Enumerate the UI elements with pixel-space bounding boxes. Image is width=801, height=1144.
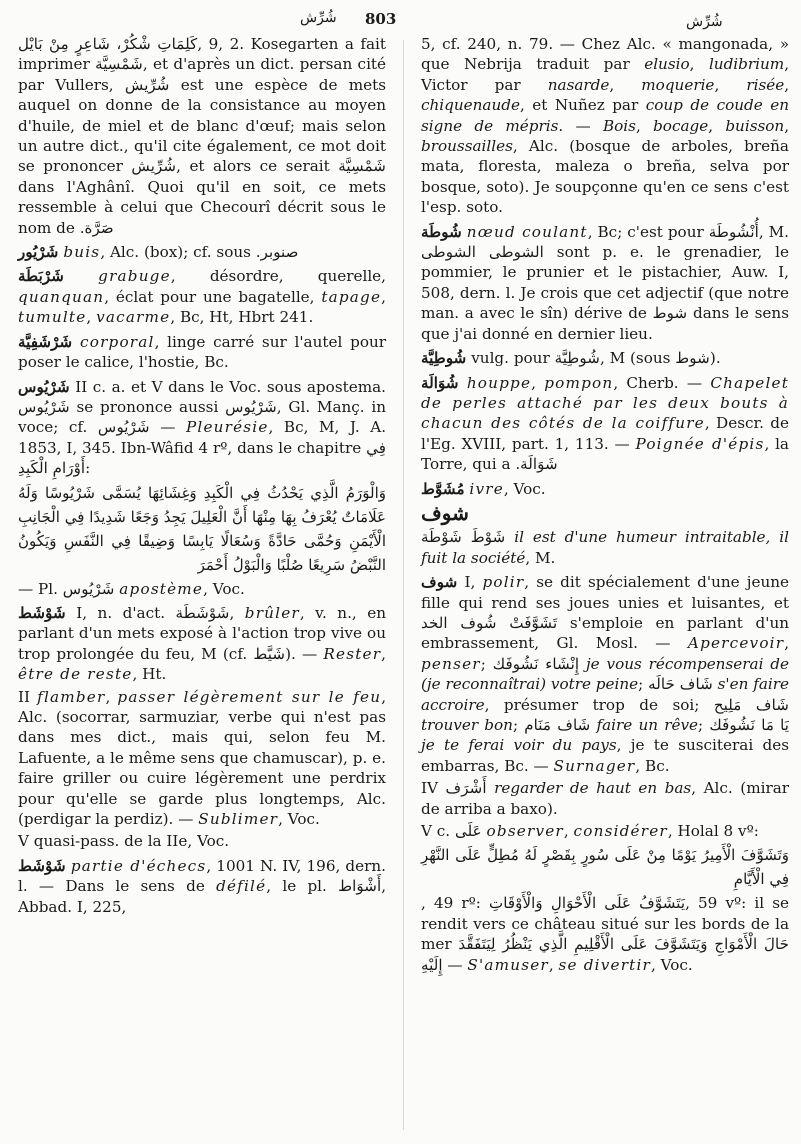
entry-apostema: شَرْيُوس II c. a. et V dans le Voc. sous apostema. شَرْيُوس se prononce aussi شَرْيُوس, Gl. Manç. in voce; cf. شَرْيُوس — Pleurésie, Bc, M, J. A. 1853, I, 345. Ibn-Wâfid 4 rº, dans le chapitre فِي أَوْرَامِ الْكَبِدِ: [18, 377, 387, 478]
entry-corporal: شَرْشَفِيَّة corporal, linge carré sur l'autel pour poser le calice, l'hostie, Bc. [18, 332, 387, 372]
entry-vulg: شُوطِيَّة vulg. pour شُوطِيَّة, M (sous شوط). [421, 349, 721, 368]
entry-quasi-pass: V quasi-pass. de la IIe, Voc. [18, 832, 230, 851]
left-column [18, 34, 386, 919]
headword: شَرْشَفِيَّة [18, 332, 73, 351]
entry-ivre: مُشَوَّط ivre, Voc. [421, 479, 546, 498]
running-head-left: شُرِّش [300, 10, 337, 26]
entry-houppe: شُوَالَة houppe, pompon, Cherb. — Chapelet de perles attaché par les deux bouts à chacun des côtés de la coiffure, Descr. de l'Eg. XVIII, part. 1, 113. — Poignée d'épis, la Torre, qui a شَوَالَة. [421, 373, 790, 474]
root-heading [421, 500, 789, 525]
headword: مُشَوَّط [421, 479, 465, 498]
entry-noeud-coulant: شُوطَة nœud coulant, Bc; c'est pour أُنْشُوطَة, M. الشوطى الشوطى sont p. e. le grenadier, le pommier, le prunier et le pistachier, Auw. I, 508, dern. l. Je crois que cet adjectif (que notre man. a avec le sîn) dérive de شوط dans le sens que j'ai donné en dernier lieu. [421, 222, 789, 343]
entry-grabuge: شَرْبَطَة grabuge, désordre, querelle, quanquan, éclat pour une bagatelle, tapage, tumulte, vacarme, Bc, Ht, Hbrt 241. [18, 267, 386, 327]
entry-regarder: IV أَشْرَف regarder de haut en bas, Alc. (mirar de arriba a baxo). [421, 779, 790, 818]
headword: شَرْبَطَة [18, 267, 64, 286]
root-headword: شوف [421, 500, 469, 525]
arabic-quotation: وَالْوَرَمُ الَّذِي يَحْدُثُ فِي الْكَبِدِ وَغِشَائِهَا يُسَمَّى شَرْيُوسًا وَلَهُ عَلَامَاتٌ يُعْرَفُ بِهَا مِنْهَا أَنَّ الْعَلِيلَ يَجِدُ وَجَعًا شَدِيدًا فِي الْجَانِبِ الْأَيْمَنِ وَحُمَّى حَادَّةً وَسُعَالًا يَابِسًا وَضِيقًا فِي النَّفَسِ وَيَكُونُ النَّبْضُ سَرِيعًا صُلْبًا وَالْبَوْلُ أَحْمَرَ [18, 483, 386, 574]
arabic-quotation: وَتَشَوَّفَ الْأَمِيرُ يَوْمًا مِنْ عَلَى سُورٍ بِقَصْرٍ لَهُ مُطِلٍّ عَلَى النَّهْرِ فِي الْأَيَّامِ [421, 846, 789, 889]
headword: شَرْيُوس [18, 377, 70, 396]
headword: شَرْيُور [18, 243, 59, 262]
entry-polir: شوف I, polir, se dit spécialement d'une jeune fille qui rend ses joues unies et luisantes, et شُوف الخد تَشَوَّفَتْ s'emploie en parlant d'un embrassement, Gl. Mosl. — Apercevoir, penser; إِنْشَاء نَشُوفَك je vous récompenserai de (je reconnaîtrai) votre peine; شَاف حَالَه s'en faire accroire, présumer trop de soi; شَاف مَلِيح trouver bon; شَاف مَنَام faire un rêve; يَا مَا نَشُوفَك je te ferai voir du pays, je te susciterai des embarras, Bc. — Surnager, Bc. [421, 573, 790, 775]
entry-flamber: II flamber, passer légèrement sur le feu, Alc. (socorrar, sarmuziar, verbe qui n'est pas dans mes dict., mais qui, selon feu M. Lafuente, a le même sens que chamuscar), p. e. faire griller ou cuire légèrement une perdrix pour qu'elle se garde plus longtemps, Alc. (perdigar la perdiz). — Sublimer, Voc. [18, 687, 387, 828]
page-number: 803 [365, 10, 397, 28]
entry-buis: شَرْيُور buis, Alc. (box); cf. sous صنوبر. [18, 243, 299, 262]
entry-humeur: شَوْطَة شَوْطَ il est d'une humeur intraitable, il fuit la société, M. [421, 528, 789, 567]
entry-apostema-cont: — Pl. شَرْيُوس apostème, Voc. [18, 579, 245, 598]
entry-echecs: شَوْشَط partie d'échecs, 1001 N. IV, 196, dern. l. — Dans le sens de défilé, le pl. أَشْوَاط, Abbad. I, 225, [18, 856, 387, 916]
page-header [0, 10, 801, 34]
column-divider [403, 40, 404, 1130]
running-head-right: شُرِّش [686, 14, 723, 30]
headword: شُوَالَة [421, 373, 459, 392]
headword: شَوْشَط [18, 603, 66, 622]
right-column [421, 34, 789, 977]
entry-continuation: 5, cf. 240, n. 79. — Chez Alc. « mangonada, » que Nebrija traduit par elusio, ludibrium, Victor par nasarde, moquerie, risée, chiquenaude, et Nuñez par coup de coude en signe de mépris. — Bois, bocage, buisson, broussailles, Alc. (bosque de arboles, breña mata, floresta, maleza o breña, selva por bosque, soto). Je soupçonne qu'en ce sens c'est l'esp. soto. [421, 35, 790, 217]
headword: شَوْشَط [18, 856, 66, 875]
entry-bruler: شَوْشَط I, n. d'act. شَوْشَطَة, brûler, v. n., en parlant d'un mets exposé à l'action trop vive ou trop prolongée du feu, M (cf. شَيَّط). — Rester, être de reste, Ht. [18, 603, 386, 684]
entry-observer-cont: , 49 rº: يَتَشَوَّفُ عَلَى الْأَحْوَالِ وَالْأَوْقَاتِ, 59 vº: il se rendit vers ce château situé sur les bords de la mer لِيَتَفَقَّدَ حَالَ الْأَمْوَاجِ وَيَتَشَوَّفَ عَلَى الْأَقْلِيمِ الَّذِي يَنْظُرُ إِلَيْهِ — S'amuser, se divertir, Voc. [421, 894, 790, 974]
entry-observer: V c. عَلَى observer, considérer, Holal 8 vº: [421, 822, 759, 841]
headword: شُوطَة [421, 222, 462, 241]
headword: شُوطِيَّة [421, 349, 467, 368]
headword: شوف [421, 573, 458, 592]
entry-continuation: كَلِمَاتِ شْكُرْ، شَاعِرٍ مِنْ بَايْل, 9, 2. Kosegarten a fait imprimer شَمْسِيَّة, et d'après un dict. persan cité par Vullers, شُرِّيش est une espèce de mets auquel on donne de la consistance au moyen d'huile, de miel et de blanc d'œuf; mais selon un autre dict., qu'il cite également, ce mot doit se prononcer شُرِّيش, et alors ce serait شَمْسِيَّة dans l'Aghânî. Quoi qu'il en soit, ce mets ressemble à celui que Checourî décrit sous le nom de صَرَّة. [18, 35, 387, 237]
